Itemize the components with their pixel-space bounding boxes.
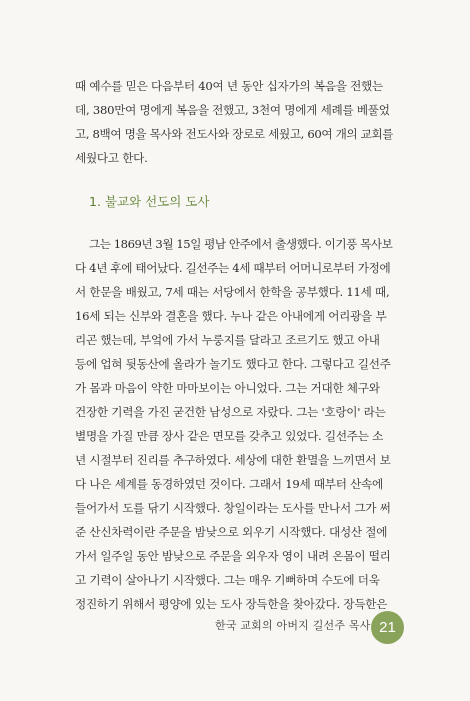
running-title: 한국 교회의 아버지 길선주 목사: [215, 619, 371, 632]
paragraph-2-line: 고 기력이 살아나기 시작했다. 그는 매우 기뻐하며 수도에 더욱: [75, 573, 380, 587]
paragraph-1-line: 고, 8백여 명을 목사와 전도사와 장로로 세웠고, 60여 개의 교회를: [75, 127, 393, 141]
paragraph-1-line: 때 예수를 믿은 다음부터 40여 년 동안 십자가의 복음을 전했는: [75, 79, 383, 93]
paragraph-2-line: 가서 일주일 동안 밤낮으로 주문을 외우자 영이 내려 온몸이 떨리: [75, 549, 391, 563]
paragraph-1-line: 데, 380만여 명에게 복음을 전했고, 3천여 명에게 세례를 베풀었: [75, 103, 390, 117]
paragraph-2-line: 들어가서 도를 닦기 시작했다. 창일이라는 도사를 만나서 그가 써: [75, 501, 391, 515]
paragraph-2-line: 다 4년 후에 태어났다. 길선주는 4세 때부터 어머니로부터 가정에: [75, 261, 391, 275]
paragraph-1-line: 세웠다고 한다.: [75, 151, 148, 165]
paragraph-2-line: 다 나은 세계를 동경하였던 것이다. 그래서 19세 때부터 산속에: [75, 477, 383, 491]
page-number-badge: [371, 611, 404, 644]
section-heading: 1. 불교와 선도의 도사: [89, 194, 210, 209]
paragraph-2-line: 서 한문을 배웠고, 7세 때는 서당에서 한학을 공부했다. 11세 때,: [75, 285, 390, 299]
paragraph-2-line: 리곤 했는데, 부엌에 가서 누룽지를 달라고 조르기도 했고 아내: [75, 333, 380, 347]
paragraph-2-line: 정진하기 위해서 평양에 있는 도사 장득한을 찾아갔다. 장득한은: [75, 597, 388, 611]
paragraph-2-line: 16세 되는 신부와 결혼을 했다. 누나 같은 아내에게 어리광을 부: [75, 309, 387, 323]
paragraph-2-line: 그는 1869년 3월 15일 평남 안주에서 출생했다. 이기풍 목사보: [89, 237, 393, 251]
paragraph-2-line: 등에 업혀 뒷동산에 올라가 놀기도 했다고 한다. 그렇다고 길선주: [75, 357, 391, 371]
paragraph-2-line: 가 몸과 마음이 약한 마마보이는 아니었다. 그는 거대한 체구와: [75, 381, 380, 395]
page-number: 21: [379, 619, 396, 636]
paragraph-2-line: 년 시절부터 진리를 추구하였다. 세상에 대한 환멸을 느끼면서 보: [75, 453, 391, 467]
paragraph-2-line: 별명을 가질 만큼 장사 같은 면모를 갖추고 있었다. 길선주는 소: [75, 429, 384, 443]
paragraph-2-line: 건장한 기력을 가진 굳건한 남성으로 자랐다. 그는 '호랑이' 라는: [75, 405, 386, 419]
paragraph-2-line: 준 산신차력이란 주문을 밤낮으로 외우기 시작했다. 대성산 절에: [75, 525, 388, 539]
